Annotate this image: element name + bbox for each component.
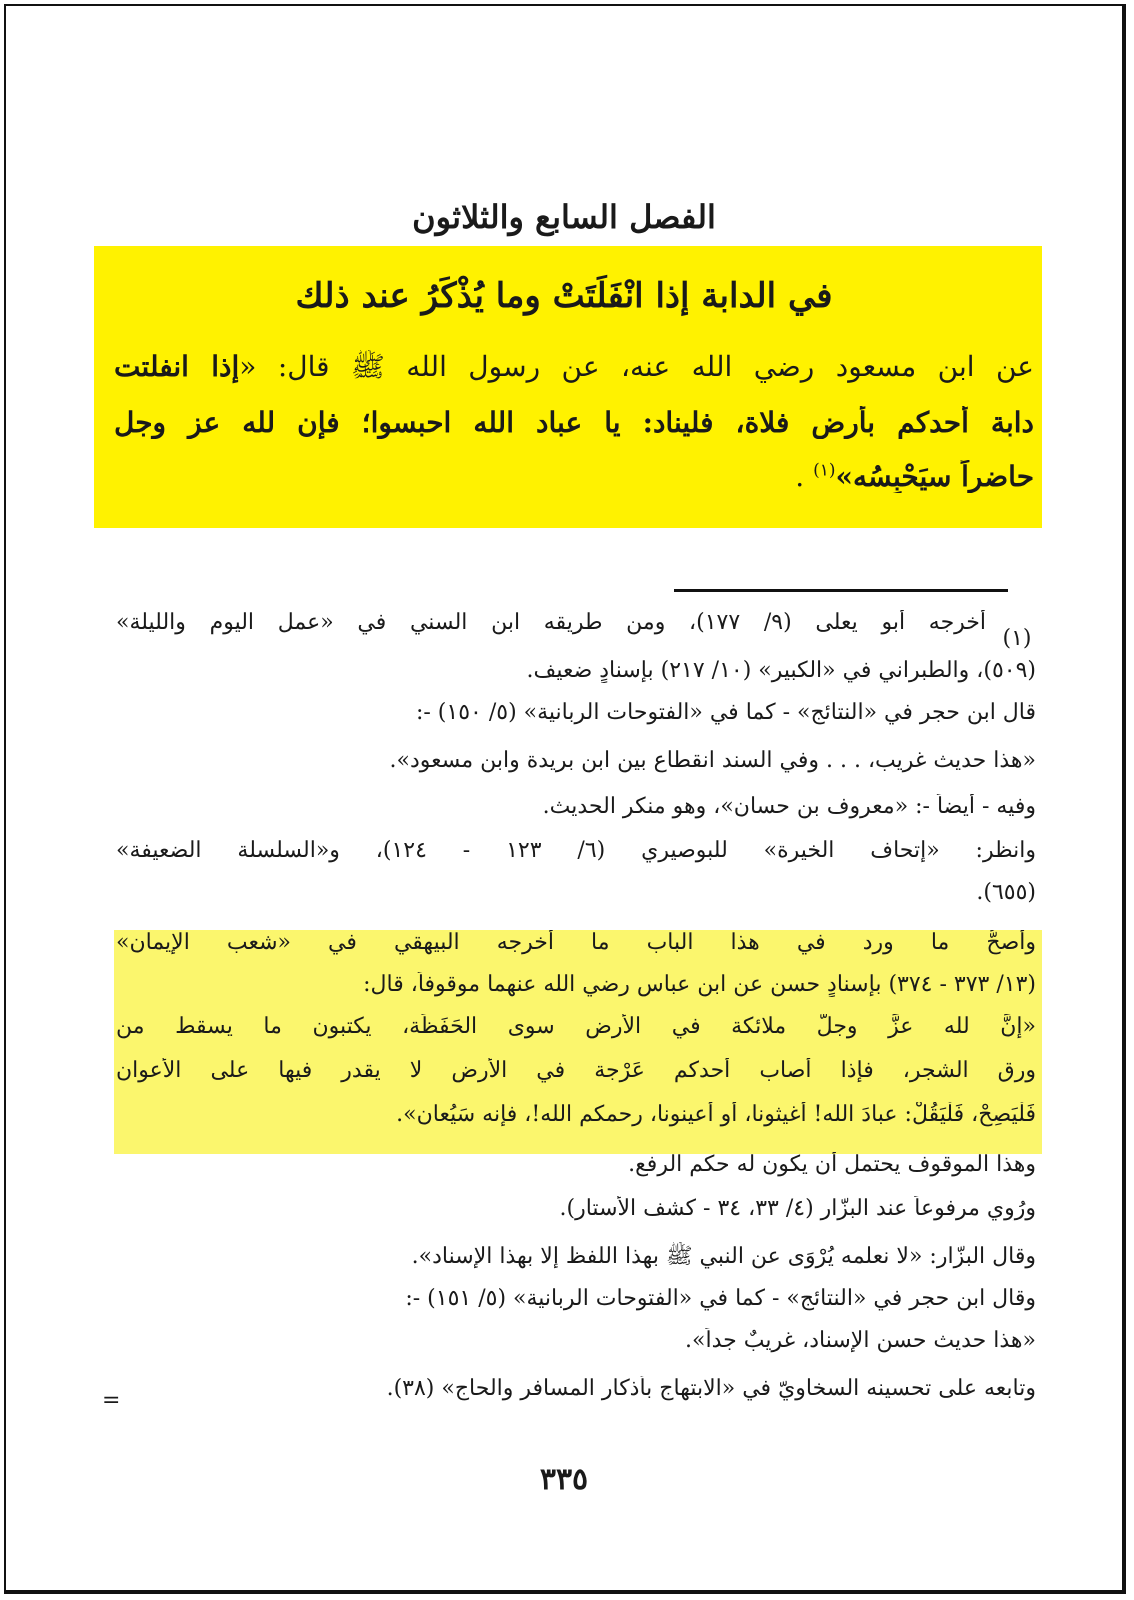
hadith-bold-text: إذا انفلتت xyxy=(114,350,240,383)
footnote-line: وقال ابن حجر في «النتائج» - كما في «الفتوحات الربانية» (٥/ ١٥١) -: xyxy=(405,1286,1036,1311)
footnote-line: «هذا حديث حسن الإسناد، غريبٌ جداً». xyxy=(685,1328,1036,1353)
hadith-line-2: دابة أحدكم بأرض فلاة، فليناد: يا عباد الله احبسوا؛ فإن لله عز وجل xyxy=(114,406,1034,439)
page-number: ٣٣٥ xyxy=(539,1462,589,1497)
footnote-separator xyxy=(674,589,1008,592)
footnote-line: وهذا الموقوف يحتمل أن يكون له حكم الرفع. xyxy=(628,1152,1036,1177)
footnote-line: وتابعه على تحسينه السخاويّ في «الابتهاج بأذكار المسافر والحاج» (٣٨). xyxy=(386,1376,1036,1401)
hadith-period: . xyxy=(795,460,805,493)
footnote-line: وقال البزّار: «لا نعلمه يُرْوَى عن النبي ﷺ بهذا اللفظ إلا بهذا الإسناد». xyxy=(411,1244,1036,1269)
highlighted-line: «إنَّ لله عزَّ وجلَّ ملائكة في الأرض سوى الحَفَظَة، يكتبون ما يسقط من xyxy=(116,1014,1036,1039)
footnote-line: وانظر: «إتحاف الخيرة» للبوصيري (٦/ ١٢٣ - ١٢٤)، و«السلسلة الضعيفة» xyxy=(116,838,1036,863)
hadith-bold-text: حاضراً سيَحْبِسُه» xyxy=(835,460,1034,493)
highlighted-line: (١٣/ ٣٧٣ - ٣٧٤) بإسنادٍ حسن عن ابن عباسٍ رضي الله عنهما موقوفاً، قال: xyxy=(363,972,1036,997)
highlighted-line: ورق الشجر، فإذا أصاب أحدكم عَرْجة في الأرض لا يقدر فيها على الأعوان xyxy=(116,1058,1036,1083)
hadith-line-3 xyxy=(114,460,1034,493)
footnote-line: (٥٠٩)، والطبراني في «الكبير» (١٠/ ٢١٧) بإسنادٍ ضعيف. xyxy=(526,658,1036,683)
footnote-line: وفيه - أيضاً -: «معروف بن حسان»، وهو منكر الحديث. xyxy=(542,794,1036,819)
continuation-mark: = xyxy=(102,1388,121,1413)
highlighted-line: وأصحُّ ما ورد في هذا الباب ما أخرجه البيهقي في «شعب الإيمان» xyxy=(116,930,1036,955)
footnote-line: (٦٥٥). xyxy=(976,880,1036,905)
hadith-line-1 xyxy=(114,350,1034,390)
book-page xyxy=(4,4,1126,1594)
footnote-line: «هذا حديث غريب، . . . وفي السند انقطاع بين ابن بريدة وابن مسعود». xyxy=(389,748,1036,773)
chapter-subtitle: في الدابة إذا انْفَلَتَتْ وما يُذْكَرُ عند ذلك xyxy=(295,276,833,316)
footnote-line: قال ابن حجر في «النتائج» - كما في «الفتوحات الربانية» (٥/ ١٥٠) -: xyxy=(415,700,1036,725)
footnote-reference[interactable]: (١) xyxy=(813,460,836,481)
chapter-title: الفصل السابع والثلاثون xyxy=(412,198,716,236)
footnote-number: (١) xyxy=(1002,626,1032,651)
footnote-line: ورُوِي مرفوعاً عند البزّار (٤/ ٣٣، ٣٤ - كشف الأستار). xyxy=(559,1196,1036,1221)
highlighted-line: فَلْيَصِحْ، فَلْيَقُلْ: عبادَ الله! أغيثونا، أو أعينونا، رحمكم الله!، فإنه سَيُعان». xyxy=(396,1102,1036,1127)
footnote-line: أخرجه أبو يعلى (٩/ ١٧٧)، ومن طريقه ابن السني في «عمل اليوم والليلة» xyxy=(116,610,986,635)
hadith-text: عن ابن مسعود رضي الله عنه، عن رسول الله ﷺ قال: « xyxy=(239,350,1034,383)
